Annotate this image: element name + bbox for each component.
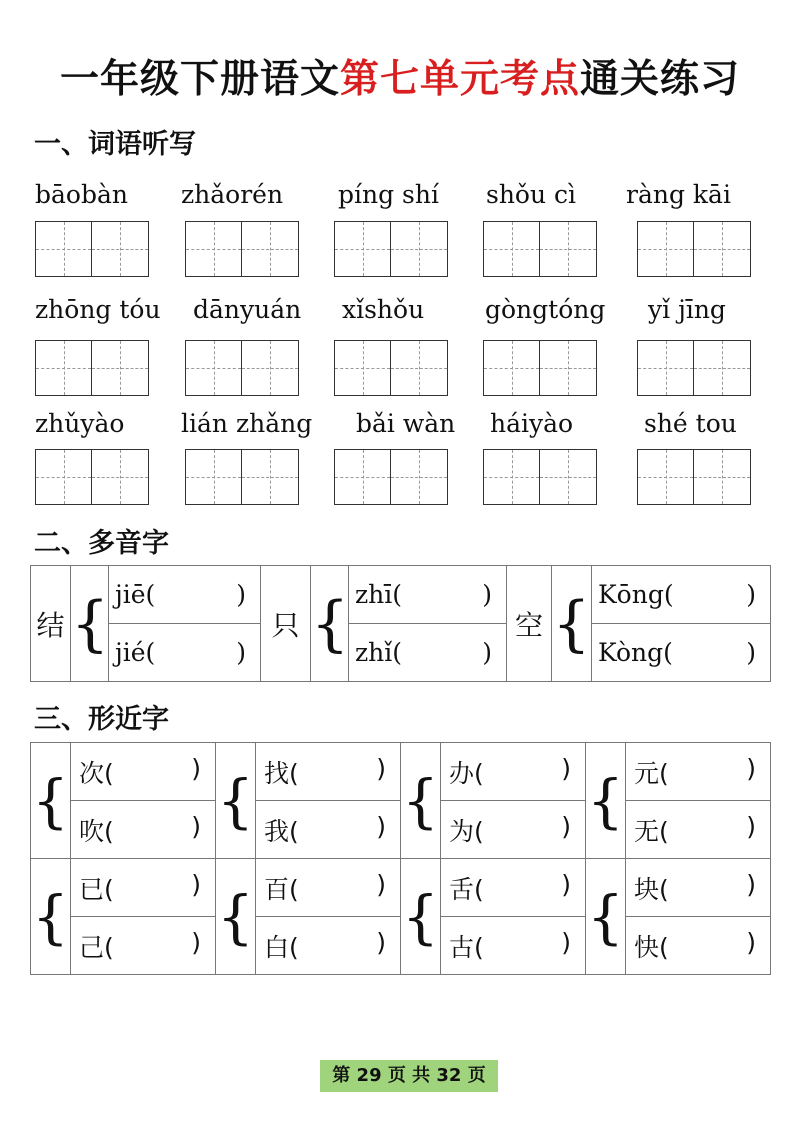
writing-grid[interactable]: [35, 449, 149, 505]
reading-label: jié(: [115, 638, 156, 667]
close-paren: ): [191, 753, 201, 783]
writing-grid[interactable]: [185, 340, 299, 396]
char-label: 元(: [634, 758, 669, 788]
reading-blank[interactable]: [349, 624, 507, 682]
char-blank[interactable]: [441, 859, 586, 917]
char-blank[interactable]: [441, 801, 586, 859]
page-title: [0, 48, 800, 104]
close-paren: ): [746, 638, 756, 667]
writing-grid[interactable]: [185, 449, 299, 505]
brace-symbol: {: [311, 566, 349, 682]
brace-symbol: {: [401, 743, 441, 859]
reading-label: zhī(: [355, 580, 403, 609]
pinyin-label: xǐshǒu: [342, 295, 425, 324]
brace-symbol: {: [31, 743, 71, 859]
brace-symbol: {: [31, 859, 71, 975]
pinyin-label: shǒu cì: [486, 180, 577, 209]
close-paren: ): [236, 580, 246, 609]
brace-symbol: {: [586, 743, 626, 859]
pinyin-label: bāobàn: [35, 180, 128, 209]
char-blank[interactable]: [441, 743, 586, 801]
writing-grid[interactable]: [637, 221, 751, 277]
close-paren: ): [746, 753, 756, 783]
close-paren: ): [746, 927, 756, 957]
reading-label: Kōng(: [598, 580, 674, 609]
pinyin-label: shé tou: [644, 409, 737, 438]
writing-grid[interactable]: [334, 449, 448, 505]
brace-symbol: {: [216, 743, 256, 859]
pinyin-label: háiyào: [490, 409, 574, 438]
writing-grid[interactable]: [483, 340, 597, 396]
reading-blank[interactable]: [592, 624, 771, 682]
writing-grid[interactable]: [35, 340, 149, 396]
close-paren: ): [376, 753, 386, 783]
writing-grid[interactable]: [334, 340, 448, 396]
writing-grid[interactable]: [334, 221, 448, 277]
close-paren: ): [746, 811, 756, 841]
writing-grid[interactable]: [35, 221, 149, 277]
char-label: 为(: [449, 816, 484, 846]
char-blank[interactable]: [256, 743, 401, 801]
char-label: 古(: [449, 932, 484, 962]
pinyin-label: píng shí: [338, 180, 439, 209]
char-blank[interactable]: [71, 859, 216, 917]
char-label: 白(: [264, 932, 299, 962]
char-label: 百(: [264, 874, 299, 904]
char-label: 办(: [449, 758, 484, 788]
close-paren: ): [376, 811, 386, 841]
polyphone-char: 空: [507, 566, 552, 682]
brace-symbol: {: [552, 566, 592, 682]
reading-blank[interactable]: [109, 566, 261, 624]
close-paren: ): [376, 927, 386, 957]
close-paren: ): [191, 927, 201, 957]
close-paren: ): [236, 638, 246, 667]
pinyin-label: zhǔyào: [35, 409, 125, 438]
section-heading-dictation: 一、词语听写: [34, 129, 196, 160]
title-part-1: 一年级下册语文: [59, 57, 340, 102]
pinyin-label: zhōng tóu: [35, 295, 161, 324]
writing-grid[interactable]: [483, 221, 597, 277]
reading-blank[interactable]: [109, 624, 261, 682]
section-heading-similar-chars: 三、形近字: [34, 704, 169, 735]
writing-grid[interactable]: [483, 449, 597, 505]
close-paren: ): [561, 869, 571, 899]
close-paren: ): [746, 869, 756, 899]
reading-label: zhǐ(: [355, 638, 403, 667]
char-label: 己(: [79, 932, 114, 962]
char-blank[interactable]: [626, 859, 771, 917]
pinyin-label: lián zhǎng: [181, 409, 313, 438]
similar-chars-table: [30, 742, 771, 975]
char-blank[interactable]: [71, 917, 216, 975]
char-label: 块(: [634, 874, 669, 904]
char-blank[interactable]: [71, 801, 216, 859]
char-blank[interactable]: [441, 917, 586, 975]
char-label: 次(: [79, 758, 114, 788]
close-paren: ): [561, 811, 571, 841]
char-blank[interactable]: [626, 801, 771, 859]
pinyin-label: bǎi wàn: [356, 409, 456, 438]
brace-symbol: {: [401, 859, 441, 975]
writing-grid[interactable]: [185, 221, 299, 277]
brace-symbol: {: [71, 566, 109, 682]
title-part-2-highlight: 第七单元考点: [339, 57, 580, 102]
close-paren: ): [191, 811, 201, 841]
close-paren: ): [482, 638, 492, 667]
section-heading-polyphones: 二、多音字: [34, 528, 169, 559]
reading-label: jiē(: [115, 580, 156, 609]
char-label: 无(: [634, 816, 669, 846]
polyphone-char: 只: [261, 566, 311, 682]
char-label: 舌(: [449, 874, 484, 904]
char-label: 已(: [79, 874, 114, 904]
close-paren: ): [561, 753, 571, 783]
char-blank[interactable]: [626, 743, 771, 801]
reading-blank[interactable]: [592, 566, 771, 624]
writing-grid[interactable]: [637, 449, 751, 505]
polyphone-char: 结: [31, 566, 71, 682]
char-label: 快(: [634, 932, 669, 962]
char-blank[interactable]: [256, 917, 401, 975]
reading-blank[interactable]: [349, 566, 507, 624]
page-number: 第 29 页 共 32 页: [320, 1060, 498, 1092]
polyphone-table: [30, 565, 771, 682]
close-paren: ): [482, 580, 492, 609]
close-paren: ): [191, 869, 201, 899]
char-label: 找(: [264, 758, 299, 788]
pinyin-label: dānyuán: [193, 295, 302, 324]
brace-symbol: {: [216, 859, 256, 975]
pinyin-label: yǐ jīng: [648, 295, 726, 324]
close-paren: ): [376, 869, 386, 899]
close-paren: ): [746, 580, 756, 609]
char-blank[interactable]: [626, 917, 771, 975]
brace-symbol: {: [586, 859, 626, 975]
writing-grid[interactable]: [637, 340, 751, 396]
char-blank[interactable]: [71, 743, 216, 801]
char-blank[interactable]: [256, 801, 401, 859]
pinyin-label: ràng kāi: [626, 180, 731, 209]
close-paren: ): [561, 927, 571, 957]
pinyin-label: gòngtóng: [485, 295, 606, 324]
char-label: 吹(: [79, 816, 114, 846]
reading-label: Kòng(: [598, 638, 673, 667]
char-blank[interactable]: [256, 859, 401, 917]
pinyin-label: zhǎorén: [181, 180, 284, 209]
title-part-3: 通关练习: [580, 57, 741, 102]
char-label: 我(: [264, 816, 299, 846]
